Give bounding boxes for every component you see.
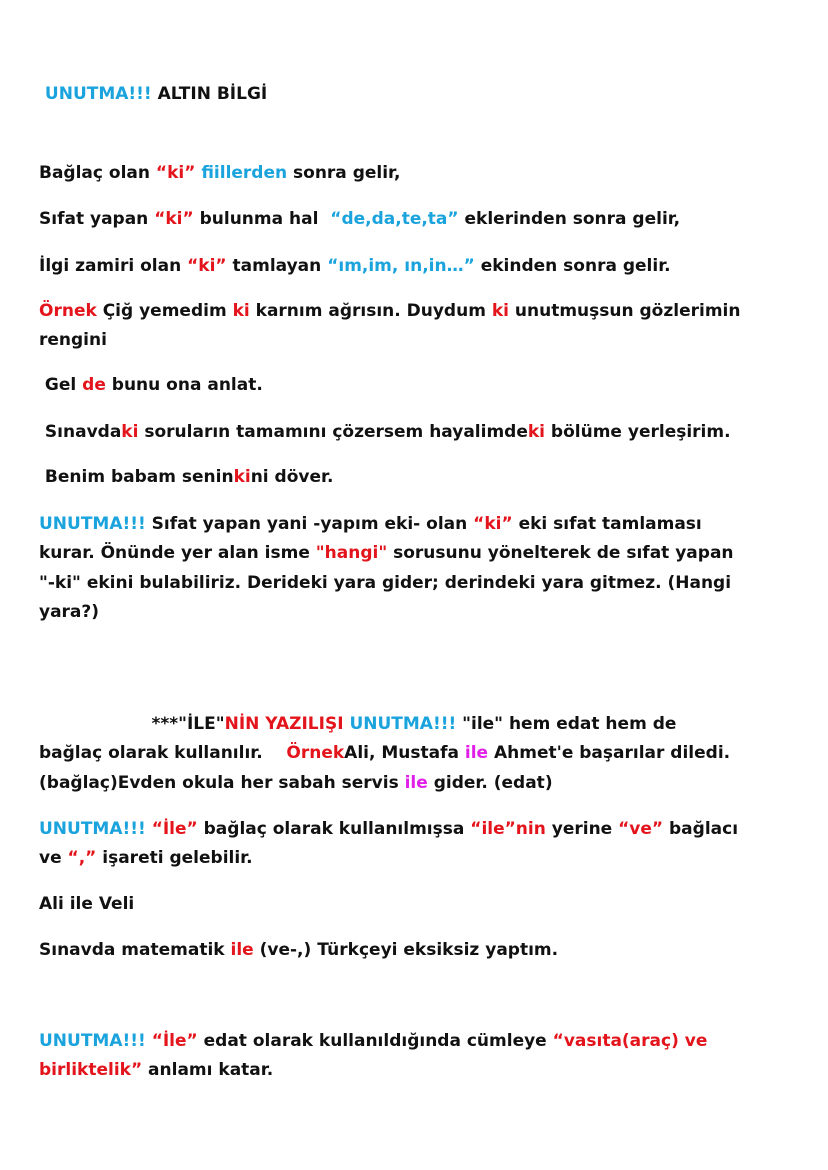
text-segment: "ile" hem edat hem de	[456, 714, 677, 734]
text-segment: bağlaç olarak kullanılır.	[39, 743, 287, 763]
text-segment: gider. (edat)	[427, 773, 553, 793]
text-segment: kurar. Önünde yer alan isme	[39, 543, 316, 563]
text-segment: “ki”	[187, 256, 227, 276]
text-segment: soruların tamamını çözersem hayalimde	[138, 422, 528, 442]
text-segment: “ile”nin	[470, 819, 546, 839]
text-line	[39, 374, 263, 396]
text-segment: Gel	[39, 375, 83, 395]
text-segment: "hangi"	[315, 543, 388, 563]
text-segment: eki sıfat tamlaması	[512, 514, 702, 534]
text-segment: ***"İLE"	[39, 714, 225, 734]
text-line	[39, 542, 734, 564]
text-segment: Bağlaç olan	[39, 163, 156, 183]
text-segment: “ki”	[154, 209, 194, 229]
text-segment: İlgi zamiri olan	[39, 256, 188, 276]
text-segment: anlamı katar.	[142, 1060, 274, 1080]
text-segment: UNUTMA!!!	[39, 84, 152, 104]
text-segment: ki	[527, 422, 546, 442]
text-segment: ki	[121, 422, 139, 442]
text-segment: “ve”	[618, 819, 664, 839]
text-segment: bulunma hal	[193, 209, 331, 229]
text-segment: “de,da,te,ta”	[330, 209, 459, 229]
text-segment: (ve-,) Türkçeyi eksiksiz yaptım.	[253, 940, 559, 960]
text-segment: birliktelik”	[39, 1060, 143, 1080]
text-segment: Ali, Mustafa	[344, 743, 465, 763]
text-segment: bağlaç olarak kullanılmışsa	[197, 819, 471, 839]
text-segment: Sıfat yapan	[39, 209, 155, 229]
text-line	[39, 713, 676, 735]
text-line	[39, 466, 333, 488]
text-line	[39, 572, 731, 594]
text-segment: Sınavda matematik	[39, 940, 231, 960]
text-segment: bunu ona anlat.	[105, 375, 263, 395]
text-line	[39, 421, 731, 443]
text-line	[39, 1059, 273, 1081]
text-segment: eklerinden sonra gelir,	[458, 209, 681, 229]
text-line	[39, 601, 99, 623]
text-segment: yerine	[545, 819, 619, 839]
text-segment: ekinden sonra gelir.	[474, 256, 671, 276]
text-segment: ki	[233, 467, 251, 487]
text-segment: edat olarak kullanıldığında cümleye	[197, 1031, 553, 1051]
text-segment: NİN YAZILIŞI	[224, 714, 344, 734]
text-segment: ALTIN BİLGİ	[151, 84, 268, 104]
text-segment: "-ki" ekini bulabiliriz. Derideki yara gider; derindeki yara gitmez. (Hangi	[39, 573, 732, 593]
text-segment: ile	[464, 743, 489, 763]
text-segment: unutmuşsun gözlerimin	[508, 301, 741, 321]
text-line	[39, 847, 253, 869]
text-segment: ile	[230, 940, 254, 960]
text-segment: sonra gelir,	[287, 163, 401, 183]
text-segment: karnım ağrısın. Duydum	[249, 301, 492, 321]
text-segment: “İle”	[151, 819, 198, 839]
text-line	[39, 1030, 707, 1052]
text-segment: fiillerden	[201, 163, 288, 183]
text-segment: bağlacı	[663, 819, 739, 839]
text-segment: Sınavda	[39, 422, 122, 442]
text-segment: “ım,im, ın,in…”	[327, 256, 475, 276]
text-segment: de	[82, 375, 106, 395]
text-segment: (bağlaç)Evden okula her sabah servis	[39, 773, 405, 793]
text-segment: yara?)	[39, 602, 100, 622]
text-segment: “,”	[67, 848, 97, 868]
text-segment: “ki”	[155, 163, 196, 183]
text-segment: UNUTMA!!!	[349, 714, 457, 734]
text-line	[39, 893, 134, 915]
text-line	[39, 255, 671, 277]
text-segment: UNUTMA!!!	[39, 819, 146, 839]
text-segment: Ali ile Veli	[39, 894, 135, 914]
text-segment: ile	[404, 773, 428, 793]
text-segment: ki	[232, 301, 250, 321]
text-line	[39, 162, 400, 184]
text-segment: Ahmet'e başarılar diledi.	[488, 743, 731, 763]
text-segment: UNUTMA!!!	[39, 1031, 146, 1051]
text-segment: Çiğ yemedim	[96, 301, 233, 321]
text-segment: Örnek	[39, 301, 97, 321]
text-segment: “vasıta(araç) ve	[552, 1031, 708, 1051]
text-line	[39, 513, 702, 535]
text-segment: ki	[491, 301, 509, 321]
text-segment: Sıfat yapan yani -yapım eki- olan	[145, 514, 474, 534]
text-segment: bölüme yerleşirim.	[545, 422, 731, 442]
text-segment: “ki”	[473, 514, 513, 534]
text-line	[39, 208, 680, 230]
text-line	[39, 772, 553, 794]
text-segment: “İle”	[151, 1031, 198, 1051]
text-line	[39, 300, 740, 322]
text-line	[39, 818, 738, 840]
text-segment: sorusunu yönelterek de sıfat yapan	[387, 543, 734, 563]
text-segment: Örnek	[286, 743, 345, 763]
text-segment: tamlayan	[226, 256, 328, 276]
text-segment: ni döver.	[250, 467, 334, 487]
text-line	[39, 329, 107, 351]
text-segment: Benim babam senin	[39, 467, 234, 487]
text-line	[39, 939, 558, 961]
heading-line	[39, 83, 267, 105]
text-segment: ve	[39, 848, 68, 868]
text-segment: UNUTMA!!!	[39, 514, 146, 534]
text-line	[39, 742, 730, 764]
text-segment: rengini	[39, 330, 107, 350]
text-segment: işareti gelebilir.	[96, 848, 253, 868]
